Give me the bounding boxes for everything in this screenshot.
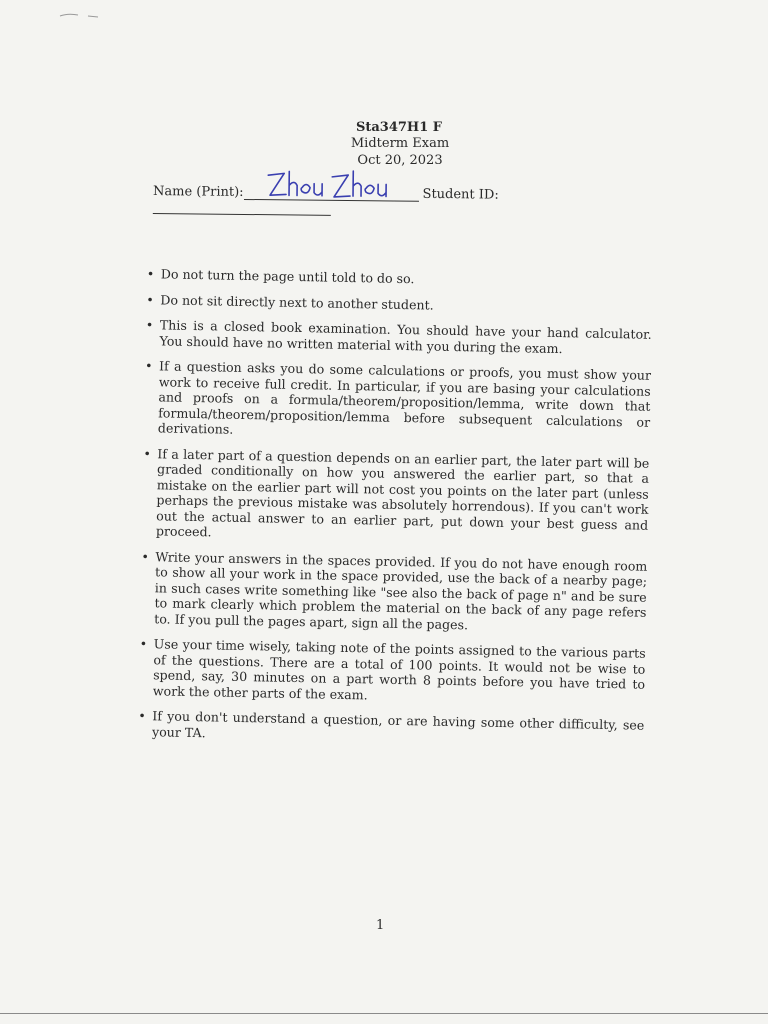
list-item	[136, 548, 647, 635]
list-item	[134, 708, 645, 749]
bullet-icon: •	[146, 291, 154, 307]
page-number: 1	[376, 918, 385, 933]
bullet-icon: •	[146, 266, 155, 282]
bullet-icon: •	[139, 636, 148, 652]
course-code: Sta347H1 F	[355, 120, 443, 135]
bullet-icon: •	[141, 548, 150, 564]
scan-artifact	[58, 12, 104, 18]
student-id-label: Student ID:	[422, 186, 499, 203]
instruction-text: If a question asks you do some calculations or proofs, you must show your work to receive full credit. In particular, if you are basing your calculations and proofs on a formula/theorem/proposition/lemma, write down that formula/theorem/proposition/lemma before subsequent calculations or derivations.	[157, 358, 652, 437]
name-label: Name (Print):	[152, 184, 244, 200]
list-item	[142, 291, 652, 316]
exam-date: Oct 20, 2023	[357, 153, 443, 168]
instruction-text: This is a closed book examination. You should have your hand calculator. You should have no written material with you during the exam.	[159, 317, 652, 356]
list-item	[141, 317, 652, 358]
instruction-text: Do not sit directly next to another student.	[160, 291, 434, 313]
instruction-text: If you don't understand a question, or are having some other difficulty, see your TA.	[151, 708, 645, 740]
instruction-text: Do not turn the page until told to do so.	[160, 266, 415, 287]
identity-row	[153, 180, 673, 219]
list-item	[143, 266, 653, 291]
instructions-list	[134, 266, 653, 759]
exam-title: Midterm Exam	[350, 136, 450, 151]
scan-edge-line	[0, 1013, 768, 1014]
instruction-text: Use your time wisely, taking note of the points assigned to the various parts of the questions. There are a total of 100 points. It would not be wise to spend, say, 30 minutes on a part worth 8 points before you have tried to work the other parts of the exam.	[152, 636, 646, 702]
handwritten-name	[261, 167, 391, 204]
list-item	[140, 358, 651, 445]
name-field[interactable]	[244, 181, 419, 202]
instruction-text: If a later part of a question depends on an earlier part, the later part will be graded conditionally on how you answered the earlier part, so that a mistake on the earlier part will not cost you points on the later part (unless perhaps the previous mistake was absolutely horrendous). If you can't work out the actual answer to an earlier part, put down your best guess and proceed.	[155, 445, 650, 540]
list-item	[138, 445, 650, 548]
instruction-text: Write your answers in the spaces provided. If you do not have enough room to show all your work in the space provided, use the back of a nearby page; in such cases write something like "see also the back of page n" and be sure to mark clearly which problem the material on the back of any page refers to. If you pull the pages apart, sign all the pages.	[154, 548, 648, 632]
bullet-icon: •	[143, 445, 151, 461]
bullet-icon: •	[138, 707, 146, 724]
list-item	[135, 636, 646, 708]
bullet-icon: •	[144, 358, 153, 374]
bullet-icon: •	[145, 317, 154, 333]
exam-header	[0, 120, 768, 169]
